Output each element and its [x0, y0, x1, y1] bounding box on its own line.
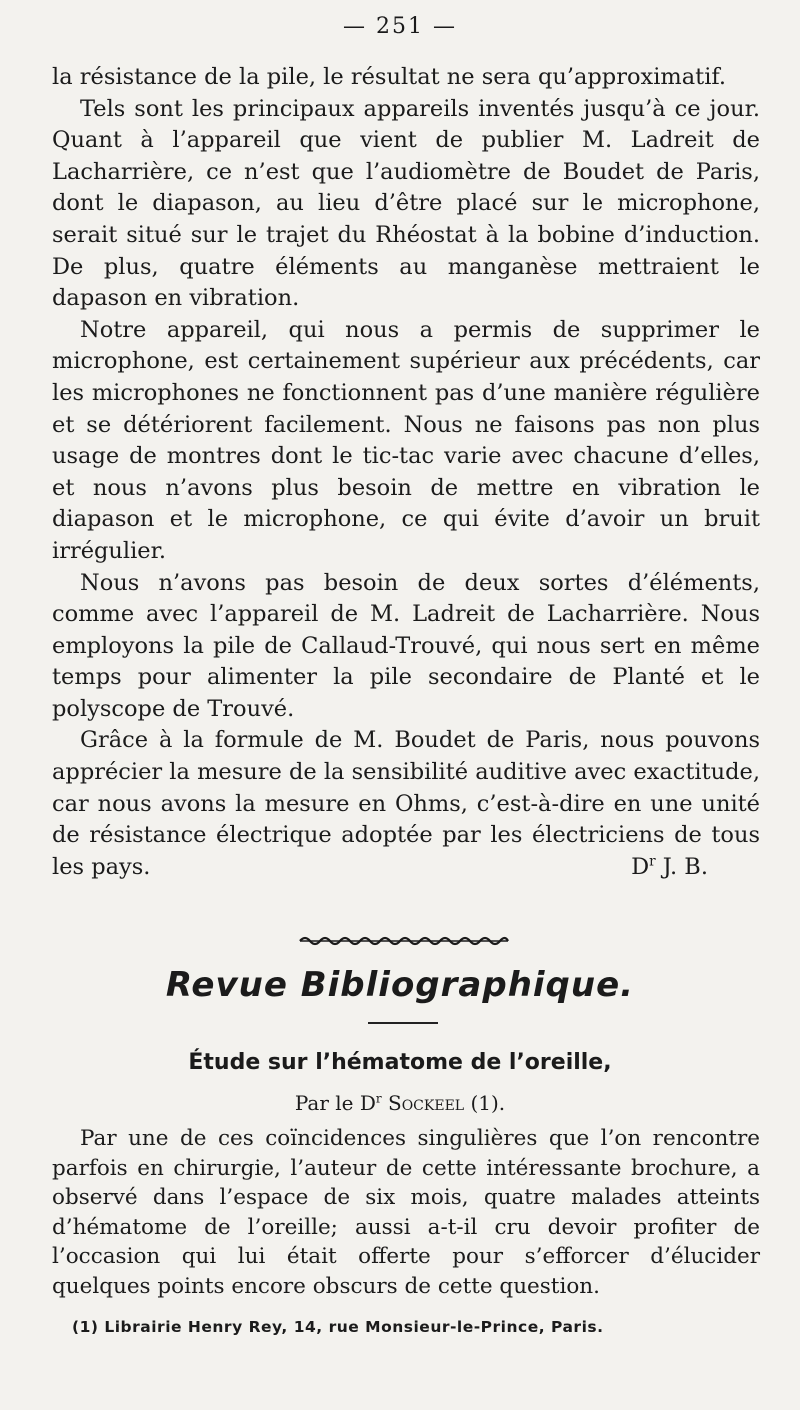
section-title: Revue Bibliographique. — [165, 965, 635, 1005]
article-title: Étude sur l’hématome de l’oreille, — [188, 1050, 612, 1075]
byline-note-ref: (1). — [464, 1091, 506, 1115]
review-text — [52, 1124, 760, 1301]
byline-sup: r — [375, 1091, 382, 1106]
paragraph: Tels sont les principaux appareils inventés jusqu’à ce jour. Quant à l’appareil que vient de publier M. Ladreit de Lacharrière, ce n’est que l’audiomètre de Boudet de Paris, dont le diapason, au lieu d’être placé sur le microphone, serait situé sur le trajet du Rhéostat à la bobine d’induction. De plus, quatre éléments au manganèse mettraient le dapason en vibration. — [52, 95, 760, 312]
byline-author: Sockeel — [381, 1091, 465, 1115]
page-number: — 251 — — [343, 14, 457, 39]
decorative-wavy-divider — [298, 934, 510, 948]
byline-prefix: Par le D — [294, 1091, 376, 1115]
byline — [0, 1091, 800, 1115]
author-signature — [603, 852, 708, 884]
paragraph: la résistance de la pile, le résultat ne sera qu’approximatif. — [52, 64, 727, 90]
body-text — [52, 62, 760, 883]
signature-prefix: D — [631, 853, 650, 880]
review-paragraph: Par une de ces coïncidences singulières que l’on rencontre parfois en chirurgie, l’auteur de cette intéressante brochure, a observé dans l’espace de six mois, quatre malades atteints d’hématome de l’oreille; aussi a-t-il cru devoir profiter de l’occasion qui lui était offerte pour s’efforcer d’élucider quelques points encore obscurs de cette question. — [52, 1126, 760, 1299]
title-rule — [368, 1022, 438, 1024]
paragraph-with-signature — [52, 725, 760, 883]
signature-sup: r — [649, 853, 656, 870]
footnote: (1) Librairie Henry Rey, 14, rue Monsieur-le-Prince, Paris. — [72, 1318, 604, 1336]
paragraph: Notre appareil, qui nous a permis de supprimer le microphone, est certainement supérieur aux précédents, car les microphones ne fonctionnent pas d’une manière régulière et se détériorent facilement. Nous ne faisons pas non plus usage de montres dont le tic-tac varie avec chacune d’elles, et nous n’avons plus besoin de mettre en vibration le diapason et le microphone, ce qui évite d’avoir un bruit irrégulier. — [52, 316, 760, 564]
signature-initials: J. B. — [655, 853, 708, 880]
paragraph: Nous n’avons pas besoin de deux sortes d’éléments, comme avec l’appareil de M. Ladreit de Lacharrière. Nous employons la pile de Callaud-Trouvé, qui nous sert en même temps pour alimenter la pile secondaire de Planté et le polyscope de Trouvé. — [52, 569, 760, 722]
paragraph-text: Grâce à la formule de M. Boudet de Paris, nous pouvons apprécier la mesure de la sensibilité auditive avec exactitude, car nous avons la mesure en Ohms, c’est-à-dire en une unité de résistance électrique adoptée par les électriciens de tous les pays. — [52, 727, 760, 880]
